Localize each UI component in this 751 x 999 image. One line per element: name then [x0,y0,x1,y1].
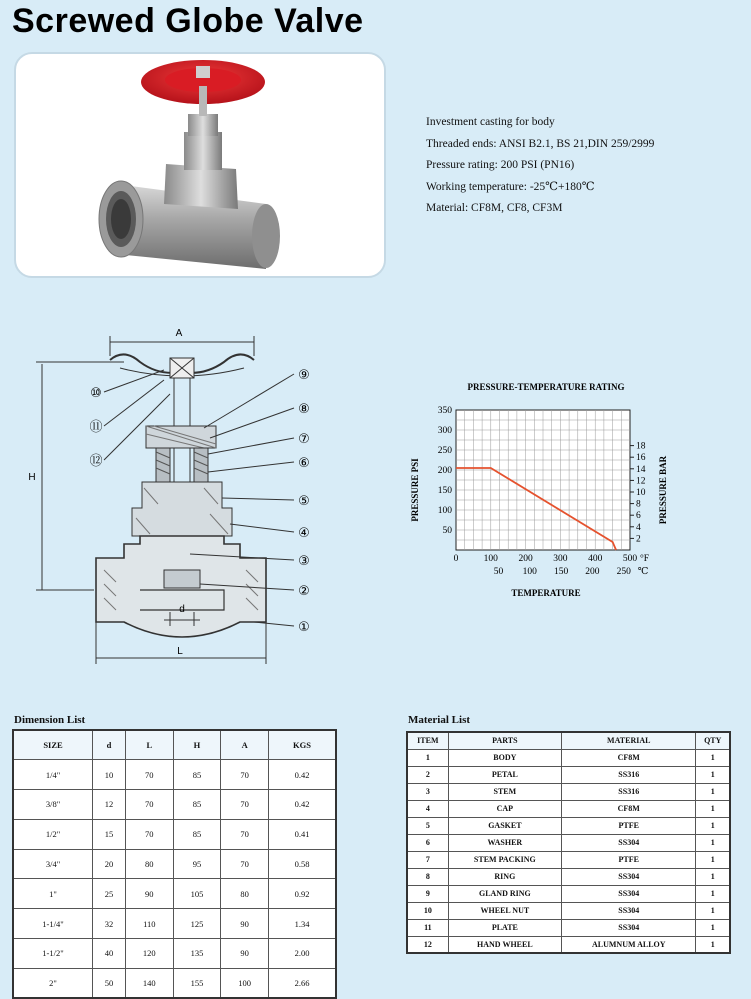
callout-8: ⑧ [298,401,310,416]
dimension-cell: 2.00 [269,939,337,969]
chart-ytick-label: 150 [437,486,452,496]
material-cell: 1 [696,902,730,919]
material-cell: 11 [407,919,448,936]
material-cell: SS304 [562,919,696,936]
material-cell: PETAL [448,766,561,783]
callout-9: ⑨ [298,367,310,382]
dimension-cell: 85 [173,790,221,820]
table-row [407,817,730,834]
dimension-cell: 70 [125,819,173,849]
material-header-cell: ITEM [407,732,448,749]
pressure-temperature-chart [400,370,700,610]
dimension-cell: 50 [93,968,126,998]
dimension-cell: 25 [93,879,126,909]
dimension-cell: 1/4" [13,760,93,790]
material-cell: 12 [407,936,448,953]
chart-ytick-label: 300 [437,426,452,436]
table-row [13,879,336,909]
dimension-cell: 90 [221,909,269,939]
chart-xlabel: TEMPERATURE [511,588,581,598]
dimension-header-cell: H [173,730,221,760]
material-cell: 1 [407,749,448,766]
chart-xtick-label-c: 100 [522,567,537,577]
dimension-cell: 3/8" [13,790,93,820]
product-photo [14,52,386,278]
material-cell: STEM [448,783,561,800]
spec-line: Investment casting for body [426,116,555,128]
material-cell: ALUMNUM ALLOY [562,936,696,953]
material-cell: 1 [696,936,730,953]
material-cell: 3 [407,783,448,800]
material-cell: PTFE [562,851,696,868]
callout-12: ⑫ [89,453,103,468]
table-row [407,868,730,885]
dimension-cell: 90 [221,939,269,969]
dimension-h-label: H [28,472,36,483]
material-cell: 9 [407,885,448,902]
dimension-cell: 70 [125,760,173,790]
dimension-list-title: Dimension List [14,714,86,726]
chart-xtick-label-c: 50 [493,567,504,577]
chart-y2tick-label: 2 [636,534,641,545]
callout-6: ⑥ [298,455,310,470]
material-cell: SS304 [562,902,696,919]
chart-xtick-label-f: 200 [518,554,533,564]
material-cell: RING [448,868,561,885]
material-cell: CF8M [562,800,696,817]
table-row [407,936,730,953]
table-row [407,902,730,919]
chart-ytick-label: 50 [442,526,452,536]
material-cell: 1 [696,868,730,885]
table-row [407,851,730,868]
chart-xtick-label-c: 200 [585,567,600,577]
dimension-cell: 110 [125,909,173,939]
table-row [13,819,336,849]
chart-ylabel: PRESSURE PSI [410,458,420,522]
material-cell: 1 [696,766,730,783]
dimension-table [12,729,337,999]
dimension-a-label: A [175,328,183,339]
callout-7: ⑦ [298,431,310,446]
callout-4: ④ [298,525,310,540]
dimension-cell: 80 [221,879,269,909]
material-cell: 1 [696,817,730,834]
material-cell: SS316 [562,783,696,800]
dimension-cell: 70 [221,790,269,820]
dimension-cell: 0.92 [269,879,337,909]
material-cell: 2 [407,766,448,783]
chart-ytick-label: 350 [437,406,452,416]
material-cell: 1 [696,851,730,868]
material-cell: GASKET [448,817,561,834]
chart-xtick-label-f: 400 [588,554,603,564]
table-row [407,766,730,783]
chart-xtick-label-f: 500 [622,554,638,564]
dimension-cell: 125 [173,909,221,939]
table-row [13,939,336,969]
callout-11: ⑪ [89,419,103,434]
callout-1: ① [298,619,310,634]
material-cell: SS304 [562,868,696,885]
dimension-cell: 40 [93,939,126,969]
table-row [13,849,336,879]
spec-line: Material: CF8M, CF8, CF3M [426,202,563,214]
dimension-cell: 20 [93,849,126,879]
dimension-cell: 135 [173,939,221,969]
chart-y2tick-label: 4 [636,522,641,533]
dimension-cell: 120 [125,939,173,969]
chart-xtick-label-f: 0 [453,554,459,564]
valve-photo-illustration [16,54,384,276]
table-row [13,760,336,790]
dimension-cell: 0.41 [269,819,337,849]
material-cell: WASHER [448,834,561,851]
material-cell: STEM PACKING [448,851,561,868]
table-row [407,919,730,936]
dimension-cell: 105 [173,879,221,909]
dimension-cell: 15 [93,819,126,849]
table-row [13,790,336,820]
dimension-cell: 1-1/4" [13,909,93,939]
material-cell: SS304 [562,834,696,851]
table-row [407,749,730,766]
callout-10: ⑩ [90,385,102,400]
material-cell: 1 [696,919,730,936]
chart-y2label: PRESSURE BAR [658,455,668,525]
dimension-cell: 3/4" [13,849,93,879]
dimension-cell: 90 [125,879,173,909]
dimension-cell: 1" [13,879,93,909]
dimension-cell: 10 [93,760,126,790]
dimension-cell: 0.42 [269,790,337,820]
dimension-cell: 12 [93,790,126,820]
table-row [13,968,336,998]
chart-y2tick-label: 8 [636,499,641,510]
dimension-cell: 1/2" [13,819,93,849]
chart-title: PRESSURE-TEMPERATURE RATING [467,382,625,392]
dimension-cell: 140 [125,968,173,998]
material-cell: 6 [407,834,448,851]
material-cell: 1 [696,885,730,902]
chart-ytick-label: 100 [437,506,452,516]
chart-ytick-label: 250 [437,446,452,456]
spec-line: Working temperature: -25℃+180℃ [426,180,595,193]
dimension-cell: 0.42 [269,760,337,790]
chart-xunit-f: °F [640,554,650,564]
table-row [407,885,730,902]
material-list-title: Material List [408,714,471,726]
dimension-cell: 1.34 [269,909,337,939]
dimension-cell: 155 [173,968,221,998]
material-cell: 1 [696,800,730,817]
dimension-cell: 80 [125,849,173,879]
material-header-cell: MATERIAL [562,732,696,749]
material-cell: 1 [696,749,730,766]
dimension-cell: 70 [221,819,269,849]
dimension-cell: 70 [221,760,269,790]
material-cell: PLATE [448,919,561,936]
chart-xunit-c: ℃ [637,567,649,577]
dimension-cell: 100 [221,968,269,998]
table-row [407,800,730,817]
chart-xtick-label-f: 100 [483,554,498,564]
table-row [407,783,730,800]
page-title: Screwed Globe Valve [12,2,364,40]
material-cell: HAND WHEEL [448,936,561,953]
callout-3: ③ [298,553,310,568]
chart-xtick-label-c: 150 [553,567,569,577]
dimension-l-label: L [177,646,183,657]
dimension-cell: 85 [173,819,221,849]
material-cell: SS304 [562,885,696,902]
dimension-cell: 70 [125,790,173,820]
dimension-header-cell: L [125,730,173,760]
dimension-header-cell: KGS [269,730,337,760]
material-header-cell: PARTS [448,732,561,749]
spec-line: Threaded ends: ANSI B2.1, BS 21,DIN 259/2999 [426,137,655,150]
material-cell: 5 [407,817,448,834]
material-cell: 4 [407,800,448,817]
material-cell: 10 [407,902,448,919]
chart-ytick-label: 200 [437,466,452,476]
material-cell: CAP [448,800,561,817]
material-header-cell: QTY [696,732,730,749]
material-cell: GLAND RING [448,885,561,902]
table-row [407,834,730,851]
dimension-cell: 2" [13,968,93,998]
dimension-cell: 95 [173,849,221,879]
chart-xtick-label-f: 300 [553,554,568,564]
spec-list [426,112,654,220]
cross-section-drawing [24,322,344,672]
callout-2: ② [298,583,310,598]
chart-xtick-label-c: 250 [616,567,631,577]
dimension-cell: 1-1/2" [13,939,93,969]
material-cell: CF8M [562,749,696,766]
chart-y2tick-label: 14 [636,464,646,475]
material-cell: SS316 [562,766,696,783]
dimension-cell: 85 [173,760,221,790]
chart-y2tick-label: 6 [636,511,641,522]
chart-y2tick-label: 16 [636,453,646,464]
dimension-cell: 2.66 [269,968,337,998]
dimension-cell: 32 [93,909,126,939]
chart-y2tick-label: 18 [636,441,646,452]
callout-5: ⑤ [298,493,310,508]
material-cell: 7 [407,851,448,868]
dimension-d-label: d [179,604,185,615]
dimension-header-cell: SIZE [13,730,93,760]
dimension-header-cell: d [93,730,126,760]
material-cell: WHEEL NUT [448,902,561,919]
material-cell: PTFE [562,817,696,834]
table-row [13,909,336,939]
material-cell: BODY [448,749,561,766]
dimension-header-cell: A [221,730,269,760]
material-cell: 1 [696,783,730,800]
chart-y2tick-label: 10 [636,488,646,498]
chart-y2tick-label: 12 [636,476,646,487]
material-cell: 1 [696,834,730,851]
spec-line: Pressure rating: 200 PSI (PN16) [426,159,575,171]
dimension-cell: 0.58 [269,849,337,879]
dimension-cell: 70 [221,849,269,879]
material-table [406,731,731,954]
material-cell: 8 [407,868,448,885]
